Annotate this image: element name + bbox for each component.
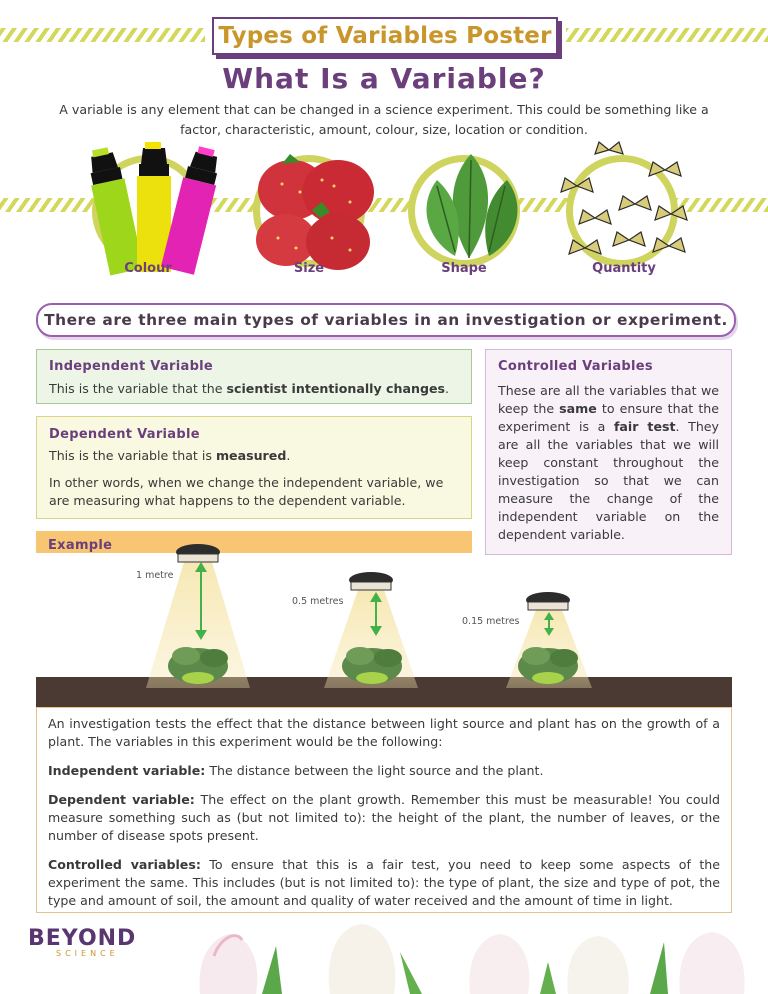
colour-label: Colour bbox=[124, 261, 172, 276]
strawberries-icon bbox=[242, 140, 390, 280]
intro-text: A variable is any element that can be changed in a science experiment. This could be something like a factor, characteristic, amount, colour, size, location or condition. bbox=[59, 102, 709, 137]
shape-label: Shape bbox=[441, 261, 487, 276]
independent-variable-box bbox=[36, 349, 472, 404]
three-types-banner bbox=[36, 303, 736, 337]
logo-sub: SCIENCE bbox=[56, 949, 119, 958]
independent-variable-text: This is the variable that the scientist intentionally changes. bbox=[49, 381, 450, 396]
dependent-variable-explanation: In other words, when we change the independent variable, we are measuring what happens to the dependent variable. bbox=[49, 475, 444, 508]
description-controlled: Controlled variables: To ensure that this is a fair test, you need to keep some aspects of the experiment the same. This includes (but is not limited to): the type of plant, the size and type of pot, the type and amount of soil, the amount and quality of water received and the amount of time in light. bbox=[48, 857, 720, 908]
example-description-box bbox=[36, 707, 732, 913]
poster-title-box bbox=[212, 17, 558, 55]
quantity-example bbox=[566, 155, 678, 267]
poster-title: Types of Variables Poster bbox=[218, 23, 552, 49]
highlighters-icon bbox=[81, 140, 229, 280]
butterflies-icon bbox=[555, 140, 703, 280]
quantity-label: Quantity bbox=[592, 261, 656, 276]
controlled-variables-text: These are all the variables that we keep the same to ensure that the experiment is a fair test. They are all the variables that we will keep constant throughout the investigation so that we can measure the change of the independent variable on the dependent variable. bbox=[498, 383, 720, 542]
example-label: Example bbox=[48, 538, 113, 553]
decorative-hatch-left bbox=[0, 28, 205, 42]
description-dependent: Dependent variable: The effect on the plant growth. Remember this must be measurable! You could measure something such as (but not limited to): the height of the plant, the number of leaves, or the number of disease spots present. bbox=[48, 792, 721, 843]
controlled-variables-box bbox=[485, 349, 732, 555]
description-intro: An investigation tests the effect that the distance between light source and plant has on the growth of a plant. The variables in this experiment would be the following: bbox=[48, 716, 720, 749]
dependent-variable-title: Dependent Variable bbox=[49, 427, 200, 442]
size-label: Size bbox=[293, 261, 325, 276]
light-distance-illustration bbox=[36, 538, 732, 710]
plant-2-icon bbox=[342, 647, 402, 684]
logo-word: BEYOND bbox=[28, 926, 137, 951]
leaves-icon bbox=[397, 140, 545, 280]
page-heading: What Is a Variable? bbox=[222, 62, 546, 95]
dependent-variable-box bbox=[36, 416, 472, 519]
independent-variable-title: Independent Variable bbox=[49, 359, 214, 374]
colour-example bbox=[92, 155, 204, 267]
banner-text: There are three main types of variables in an investigation or experiment. bbox=[44, 311, 728, 329]
beyond-science-logo bbox=[28, 926, 136, 958]
distance-label-3: 0.15 metres bbox=[462, 616, 520, 627]
controlled-variables-title: Controlled Variables bbox=[498, 359, 653, 374]
plant-1-icon bbox=[168, 647, 228, 684]
description-independent: Independent variable: The distance between the light source and the plant. bbox=[48, 763, 544, 778]
plant-3-icon bbox=[518, 647, 578, 684]
shape-example bbox=[408, 155, 520, 267]
size-example bbox=[253, 155, 365, 267]
decorative-hatch-right bbox=[566, 28, 768, 42]
distance-label-2: 0.5 metres bbox=[292, 596, 344, 607]
distance-label-1: 1 metre bbox=[136, 570, 174, 581]
dependent-variable-text: This is the variable that is measured. bbox=[49, 448, 291, 463]
